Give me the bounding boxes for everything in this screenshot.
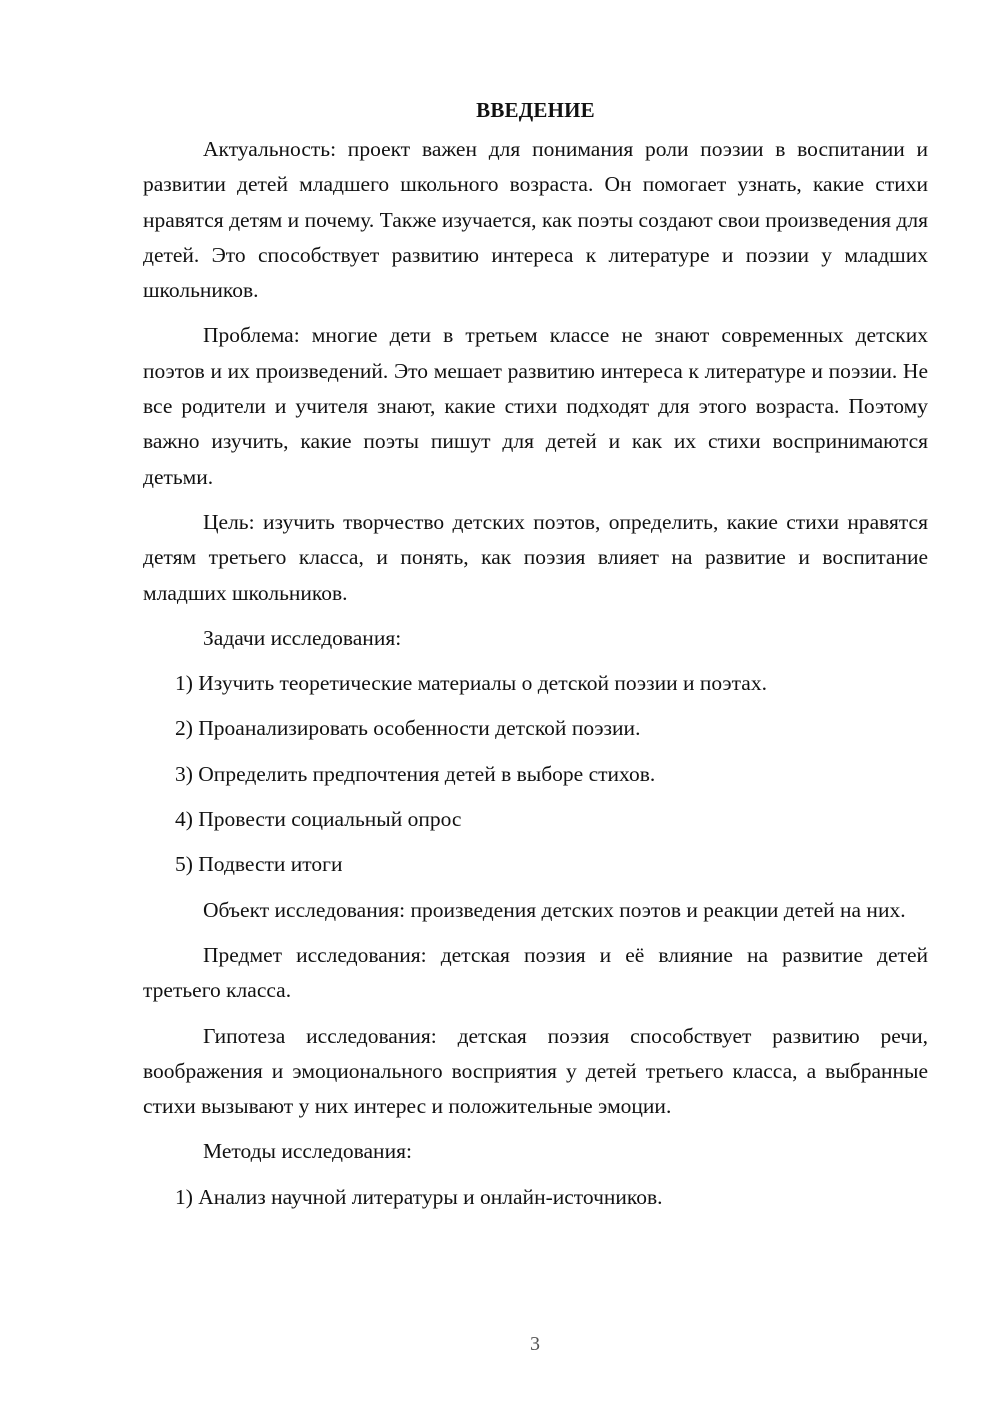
- tasks-title: Задачи исследования:: [203, 625, 402, 650]
- list-item: 2) Проанализировать особенности детской поэзии.: [175, 716, 641, 741]
- list-item: 4) Провести социальный опрос: [175, 807, 462, 832]
- tasks-list: [143, 666, 928, 882]
- page-title: ВВЕДЕНИЕ: [476, 98, 595, 122]
- methods-list: [143, 1180, 928, 1215]
- page-number: 3: [530, 1333, 540, 1355]
- document-page: [143, 92, 928, 1225]
- methods-title: Методы исследования:: [203, 1139, 412, 1164]
- list-item: 5) Подвести итоги: [175, 852, 343, 877]
- list-item: 1) Изучить теоретические материалы о детской поэзии и поэтах.: [175, 671, 767, 696]
- object-paragraph: Объект исследования: произведения детских поэтов и реакции детей на них.: [203, 897, 906, 922]
- list-item: 3) Определить предпочтения детей в выборе стихов.: [175, 761, 656, 786]
- problem-paragraph: Проблема: многие дети в третьем классе не знают современных детских поэтов и их произведений. Это мешает развитию интереса к литературе и поэзии. Не все родители и учителя знают, какие стихи подходят для этого возраста. Поэтому важно изучить, какие поэты пишут для детей и как их стихи воспринимаются детьми.: [143, 323, 928, 489]
- goal-paragraph: Цель: изучить творчество детских поэтов, определить, какие стихи нравятся детям третьего класса, и понять, как поэзия влияет на развитие и воспитание младших школьников.: [143, 509, 928, 605]
- relevance-paragraph: Актуальность: проект важен для понимания роли поэзии в воспитании и развитии детей младшего школьного возраста. Он помогает узнать, какие стихи нравятся детям и почему. Также изучается, как поэты создают свои произведения для детей. Это способствует развитию интереса к литературе и поэзии у младших школьников.: [143, 137, 928, 303]
- hypothesis-paragraph: Гипотеза исследования: детская поэзия способствует развитию речи, воображения и эмоционального восприятия у детей третьего класса, а выбранные стихи вызывают у них интерес и положительные эмоции.: [143, 1023, 928, 1119]
- list-item: 1) Анализ научной литературы и онлайн-источников.: [175, 1184, 663, 1209]
- subject-paragraph: Предмет исследования: детская поэзия и её влияние на развитие детей третьего класса.: [143, 942, 928, 1003]
